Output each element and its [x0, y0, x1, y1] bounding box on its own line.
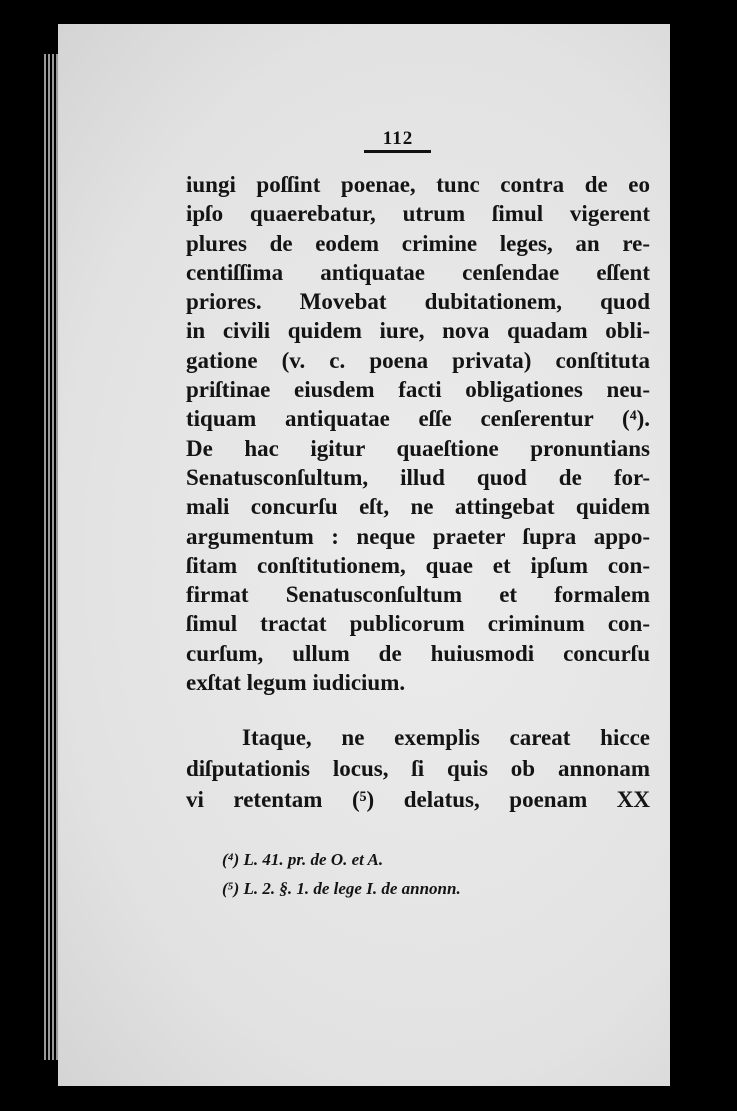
footnote: (⁵) L. 2. §. 1. de lege I. de annonn. — [222, 879, 461, 898]
paragraph-1 — [186, 170, 650, 697]
text-line: plures de eodem crimine leges, an re- — [186, 230, 650, 256]
text-line: priores. Movebat dubitationem, quod — [186, 289, 650, 315]
text-line: centiſſima antiquatae cenſendae eſſent — [186, 259, 650, 285]
paragraph-2 — [186, 722, 650, 815]
text-line: priſtinae eiusdem facti obligationes neu- — [186, 377, 650, 403]
text-line: exſtat legum iudicium. — [186, 670, 406, 696]
text-line: firmat Senatusconſultum et formalem — [186, 582, 650, 608]
page-edge — [48, 54, 50, 1060]
text-line: Itaque, ne exemplis careat hicce — [242, 725, 650, 750]
page-edge — [52, 54, 54, 1060]
page-number-rule — [364, 150, 431, 153]
text-line: curſum, ullum de huiusmodi concurſu — [186, 640, 650, 666]
text-line: vi retentam (⁵) delatus, poenam XX — [186, 787, 650, 812]
text-line: gatione (v. c. poena privata) conſtituta — [186, 347, 650, 373]
text-line: Senatusconſultum, illud quod de for- — [186, 464, 650, 490]
text-line: iungi poſſint poenae, tunc contra de eo — [186, 172, 650, 197]
text-line: argumentum : neque praeter ſupra appo- — [186, 523, 650, 549]
footnote: (⁴) L. 41. pr. de O. et A. — [222, 850, 384, 869]
page-edge — [56, 54, 58, 1060]
text-line: ſimul tractat publicorum criminum con- — [186, 611, 650, 637]
text-line: mali concurſu eſt, ne attingebat quidem — [186, 494, 650, 520]
footnotes — [222, 845, 461, 903]
text-line: tiquam antiquatae eſſe cenſerentur (⁴). — [186, 406, 650, 432]
page-number: 112 — [382, 128, 414, 149]
text-line: ipſo quaerebatur, utrum ſimul vigerent — [186, 201, 650, 227]
text-line: De hac igitur quaeſtione pronuntians — [186, 435, 650, 461]
text-line: diſputationis locus, ſi quis ob annonam — [186, 756, 650, 781]
text-line: in civili quidem iure, nova quadam obli- — [186, 318, 650, 344]
page-edge — [44, 54, 46, 1060]
text-line: ſitam conſtitutionem, quae et ipſum con- — [186, 552, 650, 578]
